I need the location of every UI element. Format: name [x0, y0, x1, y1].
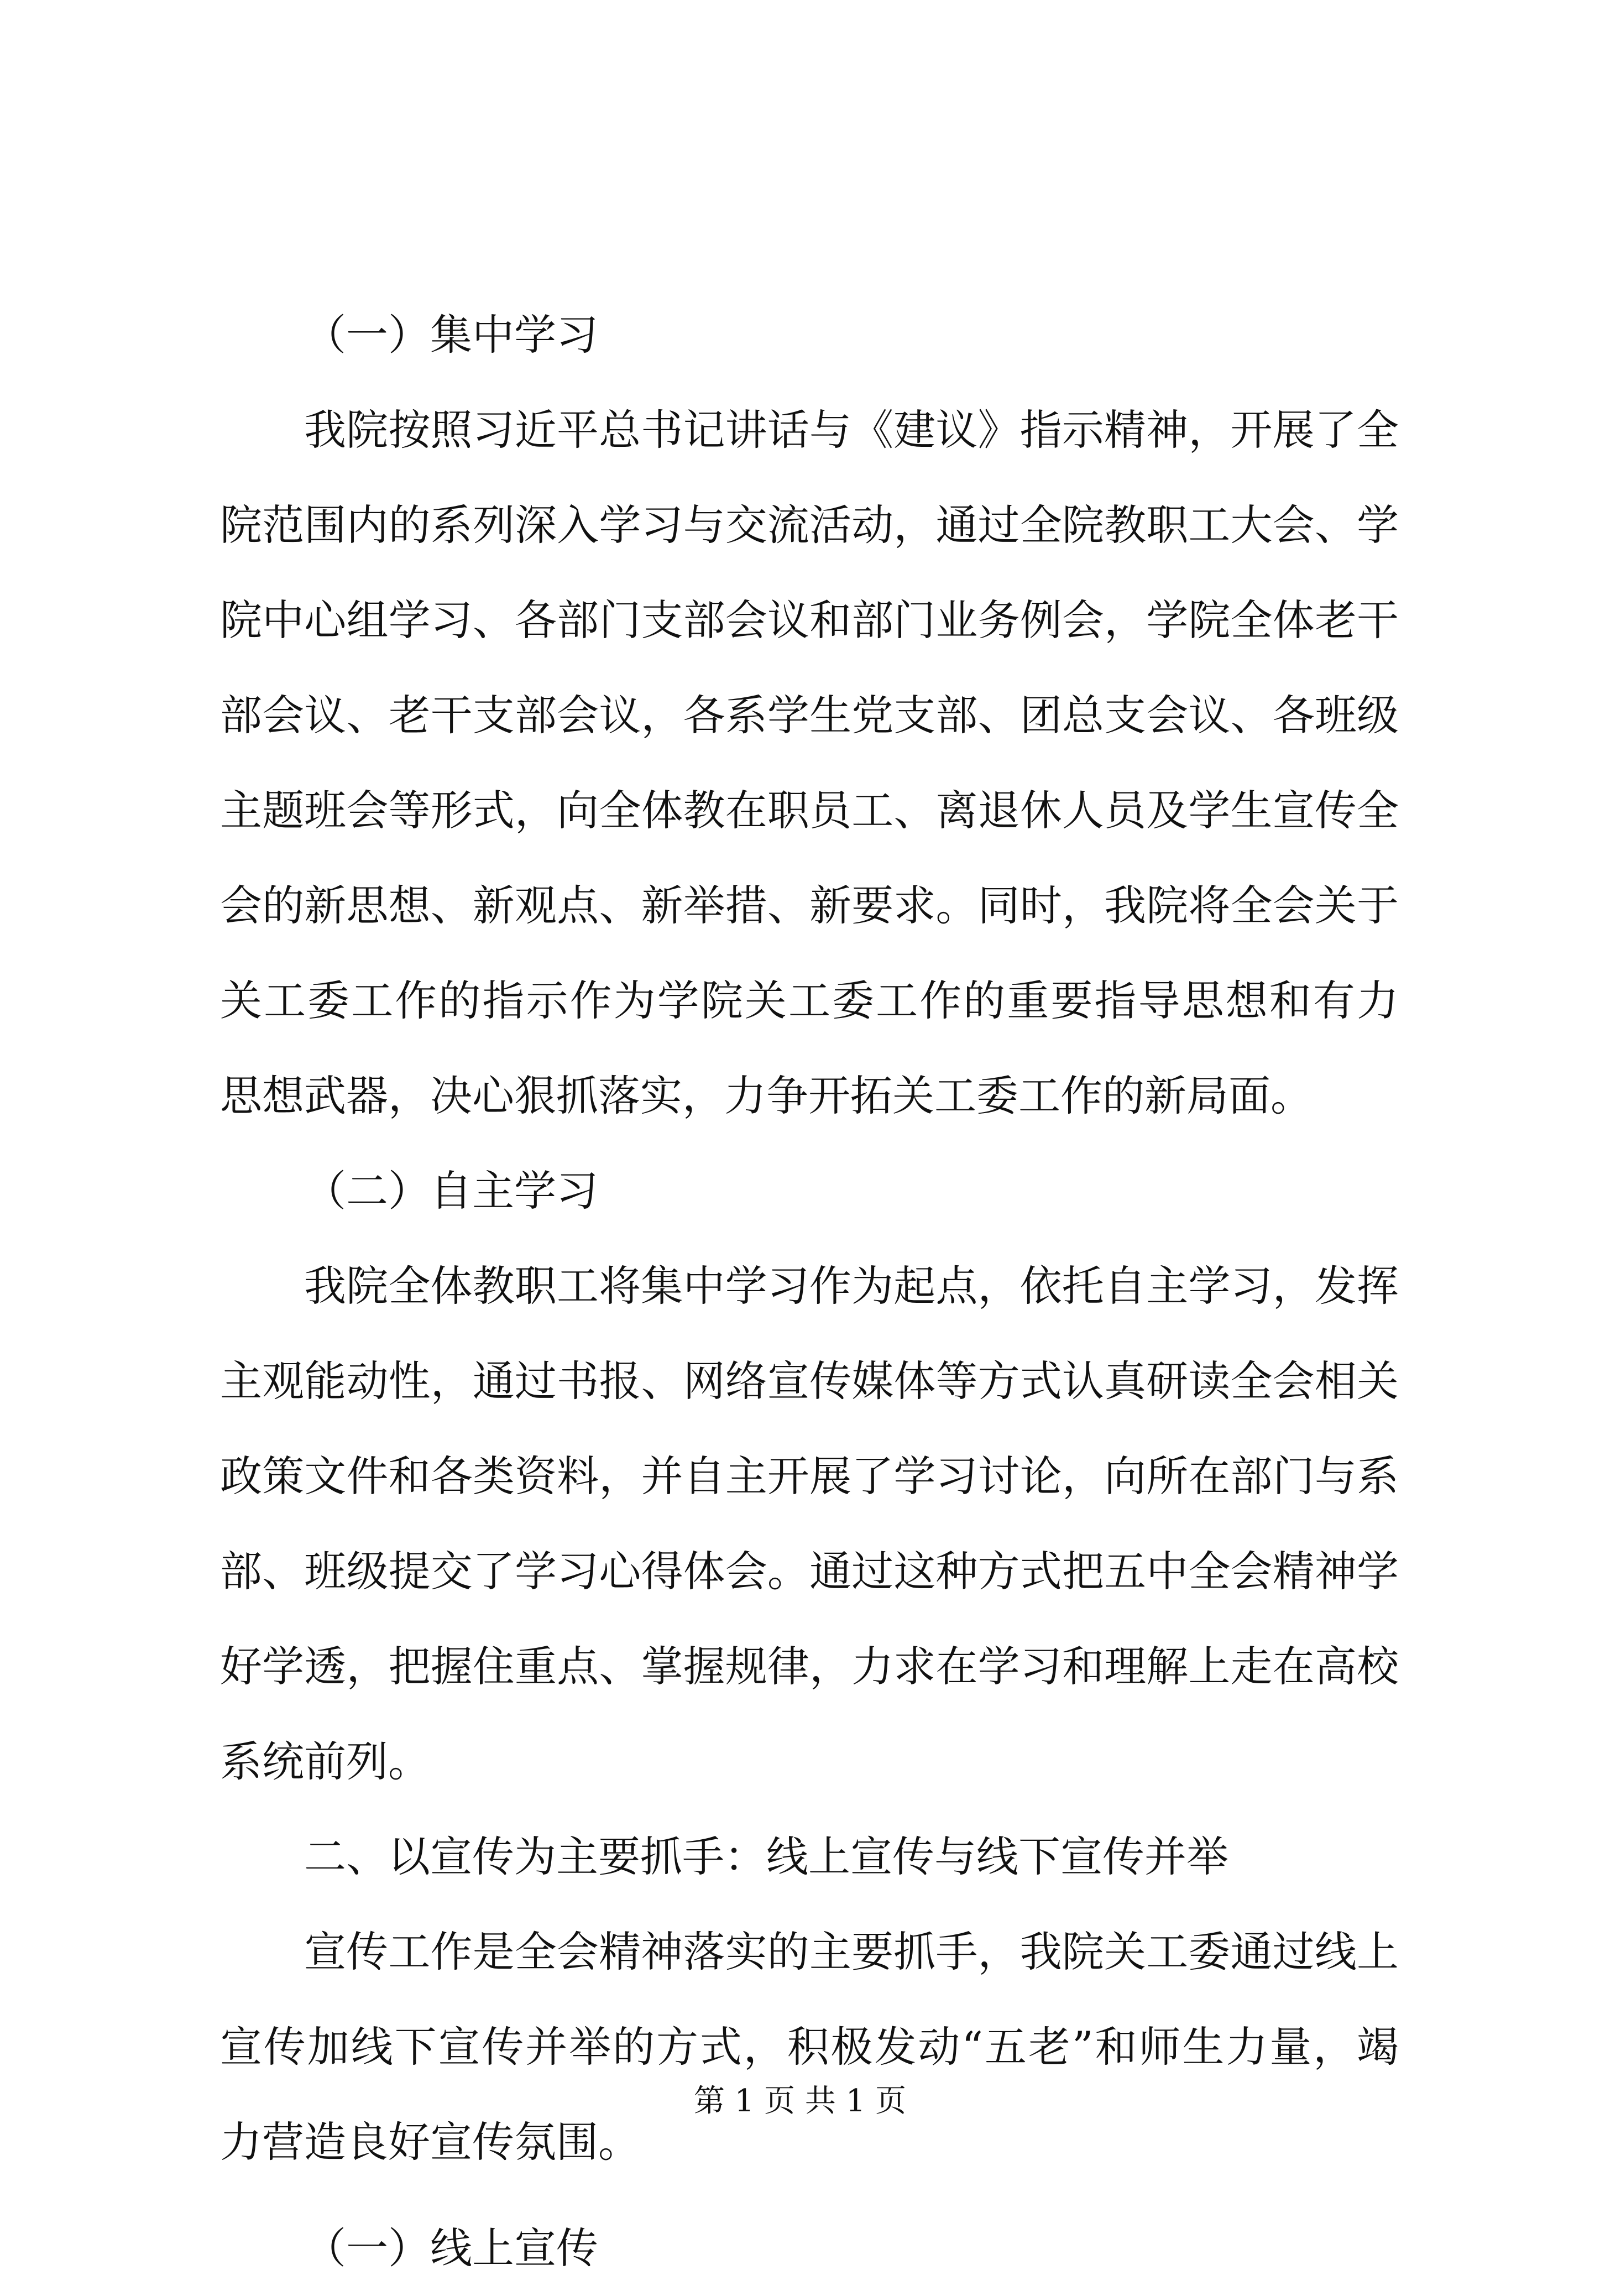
paragraph-line: 好学透，把握住重点、掌握规律，力求在学习和理解上走在高校: [220, 1642, 1399, 1691]
section-heading-online-publicity: [304, 2201, 1399, 2296]
paragraph-line: 部会议、老干支部会议，各系学生党支部、团总支会议、各班级: [220, 691, 1399, 740]
paragraph-line: 我院按照习近平总书记讲话与《建议》指示精神，开展了全: [304, 405, 1399, 455]
document-body: [220, 288, 1399, 2296]
paragraph-line: 宣传工作是全会精神落实的主要抓手，我院关工委通过线上: [304, 1927, 1399, 1976]
paragraph-self-study: [220, 1239, 1399, 1809]
paragraph-line: 我院全体教职工将集中学习作为起点，依托自主学习，发挥: [304, 1261, 1399, 1311]
page-number: 第 1 页 共 1 页: [693, 2083, 907, 2119]
paragraph-line: 关工委工作的指示作为学院关工委工作的重要指导思想和有力: [220, 976, 1399, 1025]
paragraph-line: 主题班会等形式，向全体教在职员工、离退休人员及学生宣传全: [220, 786, 1399, 835]
paragraph-line: 宣传加线下宣传并举的方式，积极发动“五老”和师生力量，竭: [220, 2022, 1399, 2071]
section-heading-centralized-study: [304, 288, 1399, 383]
paragraph-line: 思想武器，决心狠抓落实，力争开拓关工委工作的新局面。: [220, 1071, 1313, 1120]
paragraph-line: 力营造良好宣传氛围。: [220, 2117, 640, 2167]
heading-text: （一）集中学习: [304, 310, 598, 359]
paragraph-centralized-study: [220, 383, 1399, 1144]
heading-text: 二、以宣传为主要抓手：线上宣传与线下宣传并举: [304, 1832, 1228, 1881]
paragraph-line: 系统前列。: [220, 1737, 430, 1786]
heading-text: （二）自主学习: [304, 1166, 598, 1215]
paragraph-line: 会的新思想、新观点、新举措、新要求。同时，我院将全会关于: [220, 881, 1399, 930]
section-heading-publicity: [304, 1809, 1399, 1904]
page-footer: [0, 2079, 1600, 2123]
paragraph-line: 政策文件和各类资料，并自主开展了学习讨论，向所在部门与系: [220, 1452, 1399, 1501]
heading-text: （一）线上宣传: [304, 2224, 598, 2273]
section-heading-self-study: [304, 1144, 1399, 1239]
paragraph-line: 院范围内的系列深入学习与交流活动，通过全院教职工大会、学: [220, 500, 1399, 550]
paragraph-line: 院中心组学习、各部门支部会议和部门业务例会，学院全体老干: [220, 596, 1399, 645]
paragraph-publicity: [220, 1904, 1399, 2190]
paragraph-line: 部、班级提交了学习心得体会。通过这种方式把五中全会精神学: [220, 1547, 1399, 1596]
paragraph-line: 主观能动性，通过书报、网络宣传媒体等方式认真研读全会相关: [220, 1356, 1399, 1406]
